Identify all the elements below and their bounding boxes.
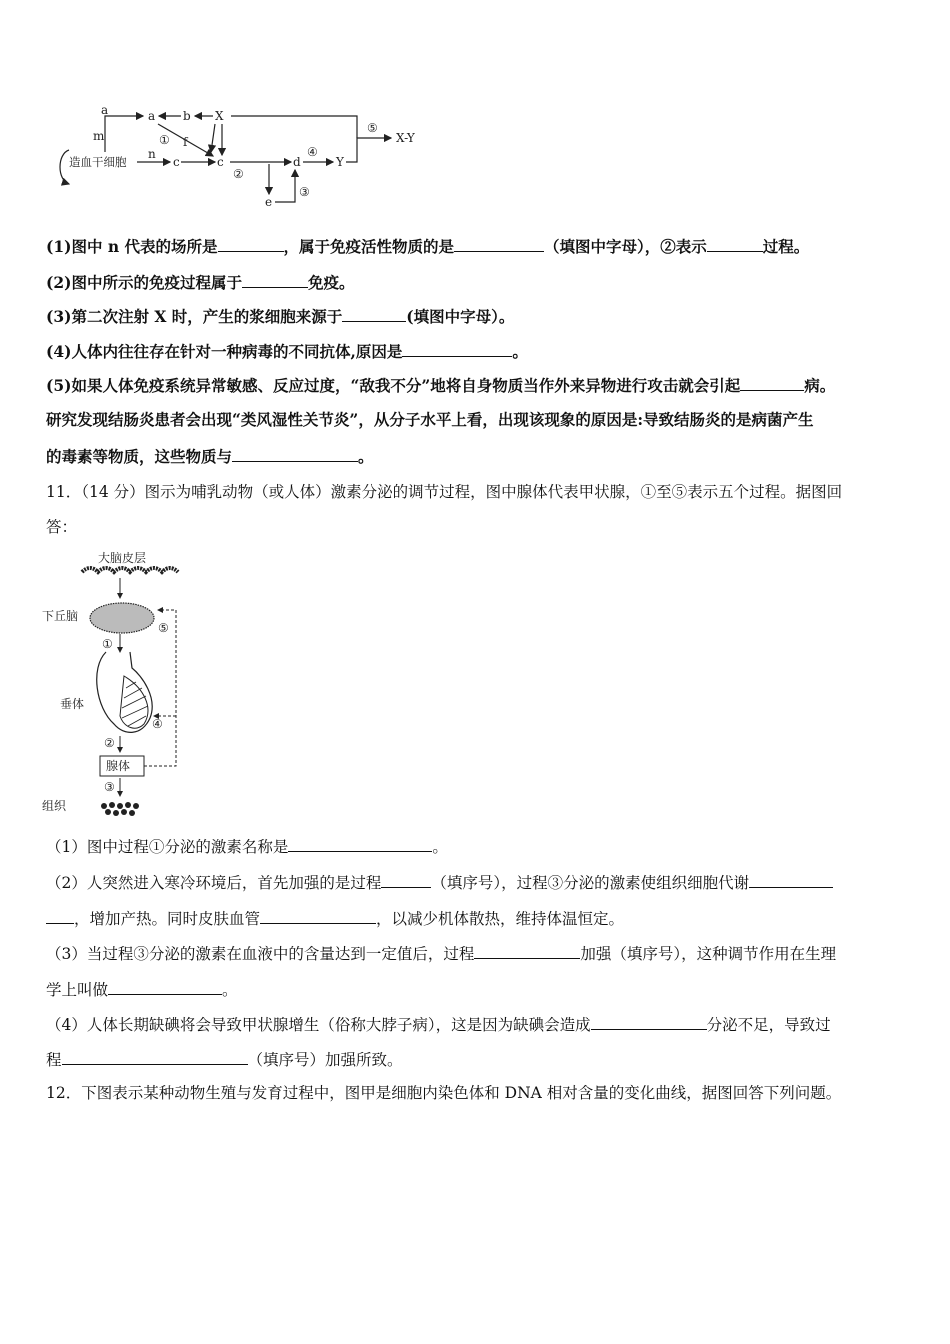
node-d: d (293, 155, 301, 169)
label-f: f (183, 135, 188, 149)
cortex-label: 大脑皮层 (98, 551, 147, 565)
node-c: c (217, 155, 224, 169)
process-5: ⑤ (158, 621, 169, 635)
q11-stem-cont: 答： (46, 518, 78, 536)
blank[interactable] (474, 943, 580, 959)
node-stem-cell: 造血干细胞 (69, 155, 127, 169)
tissue-label: 组织 (42, 799, 67, 813)
label-1: ① (159, 133, 170, 147)
blank[interactable] (242, 272, 308, 288)
q10-item-2: (2)图中所示的免疫过程属于 免疫。 (46, 273, 355, 292)
blank[interactable] (46, 908, 74, 924)
blank[interactable] (62, 1049, 248, 1065)
blank[interactable] (749, 872, 833, 888)
q11-item-4: （4）人体长期缺碘将会导致甲状腺增生（俗称大脖子病），这是因为缺碘会造成 分泌不足，导致过 (46, 1016, 831, 1034)
node-b: b (183, 109, 191, 123)
q11-item-4-cont: 程 （填序号）加强所致。 (46, 1051, 403, 1069)
immune-process-diagram (55, 102, 455, 212)
q10-item-5-end: 的毒素等物质，这些物质与 。 (46, 447, 374, 466)
blank[interactable] (591, 1014, 707, 1030)
label-5: ⑤ (367, 121, 378, 135)
q10-item-1: (1)图中 n 代表的场所是 ，属于免疫活性物质的是 （填图中字母），②表示 过程。 (46, 237, 810, 256)
node-a: a (148, 109, 156, 123)
blank[interactable] (381, 872, 431, 888)
gland-label: 腺体 (106, 759, 131, 773)
process-2: ② (104, 736, 115, 750)
tissue-shape (101, 802, 139, 816)
blank[interactable] (218, 236, 284, 252)
label-2: ② (233, 167, 244, 181)
blank[interactable] (342, 306, 406, 322)
q11-item-2-cont: ，增加产热。同时皮肤血管 ，以减少机体散热，维持体温恒定。 (46, 908, 624, 929)
blank[interactable] (260, 908, 376, 924)
blank[interactable] (108, 979, 222, 995)
node-e: e (265, 195, 273, 209)
node-c-left: c (173, 155, 180, 169)
process-1: ① (102, 637, 113, 651)
q10-item-5: (5)如果人体免疫系统异常敏感、反应过度，“敌我不分”地将自身物质当作外来异物进行攻击就会引起 病。 (46, 376, 836, 395)
q11-item-2: （2）人突然进入寒冷环境后，首先加强的是过程 （填序号），过程③分泌的激素使组织细胞代谢 (46, 872, 833, 893)
q11-item-1: （1）图中过程①分泌的激素名称是 。 (46, 838, 448, 856)
blank[interactable] (232, 446, 358, 462)
q10-item-4: (4)人体内往往存在针对一种病毒的不同抗体,原因是 。 (46, 342, 528, 361)
blank[interactable] (402, 341, 512, 357)
label-4: ④ (307, 145, 318, 159)
process-3: ③ (104, 780, 115, 794)
label-n: n (148, 147, 156, 161)
q11-stem: 11．（14 分）图示为哺乳动物（或人体）激素分泌的调节过程，图中腺体代表甲状腺，①至⑤表示五个过程。据图回 (46, 483, 843, 501)
q11-item-3-cont: 学上叫做 。 (46, 981, 238, 999)
hypothalamus-label: 下丘脑 (42, 609, 79, 623)
hypothalamus-shape (90, 603, 154, 633)
cortex-shape (82, 568, 178, 572)
q12-stem: 12．下图表示某种动物生殖与发育过程中，图甲是细胞内染色体和 DNA 相对含量的变化曲线，据图回答下列问题。 (46, 1084, 842, 1102)
node-y: Y (336, 155, 344, 169)
q11-item-3: （3）当过程③分泌的激素在血液中的含量达到一定值后，过程 加强（填序号），这种调节作用在生理 (46, 945, 837, 963)
node-x-y: X-Y (396, 131, 415, 145)
q10-item-5-cont: 研究发现结肠炎患者会出现“类风湿性关节炎”，从分子水平上看，出现该现象的原因是:导致结肠炎的是病菌产生 (46, 410, 814, 429)
pituitary-label: 垂体 (60, 697, 85, 711)
q10-item-3: (3)第二次注射 X 时，产生的浆细胞来源于 (填图中字母）。 (46, 307, 515, 326)
label-m: m (93, 129, 105, 143)
blank[interactable] (288, 836, 432, 852)
pituitary-shape (97, 652, 152, 732)
process-4: ④ (152, 717, 163, 731)
node-x: X (215, 109, 224, 123)
blank[interactable] (454, 236, 544, 252)
node-a-left: a (101, 103, 109, 117)
blank[interactable] (707, 236, 763, 252)
self-renew-loop (60, 150, 69, 184)
blank[interactable] (740, 375, 804, 391)
label-3: ③ (299, 185, 310, 199)
hormone-regulation-diagram (40, 548, 190, 818)
